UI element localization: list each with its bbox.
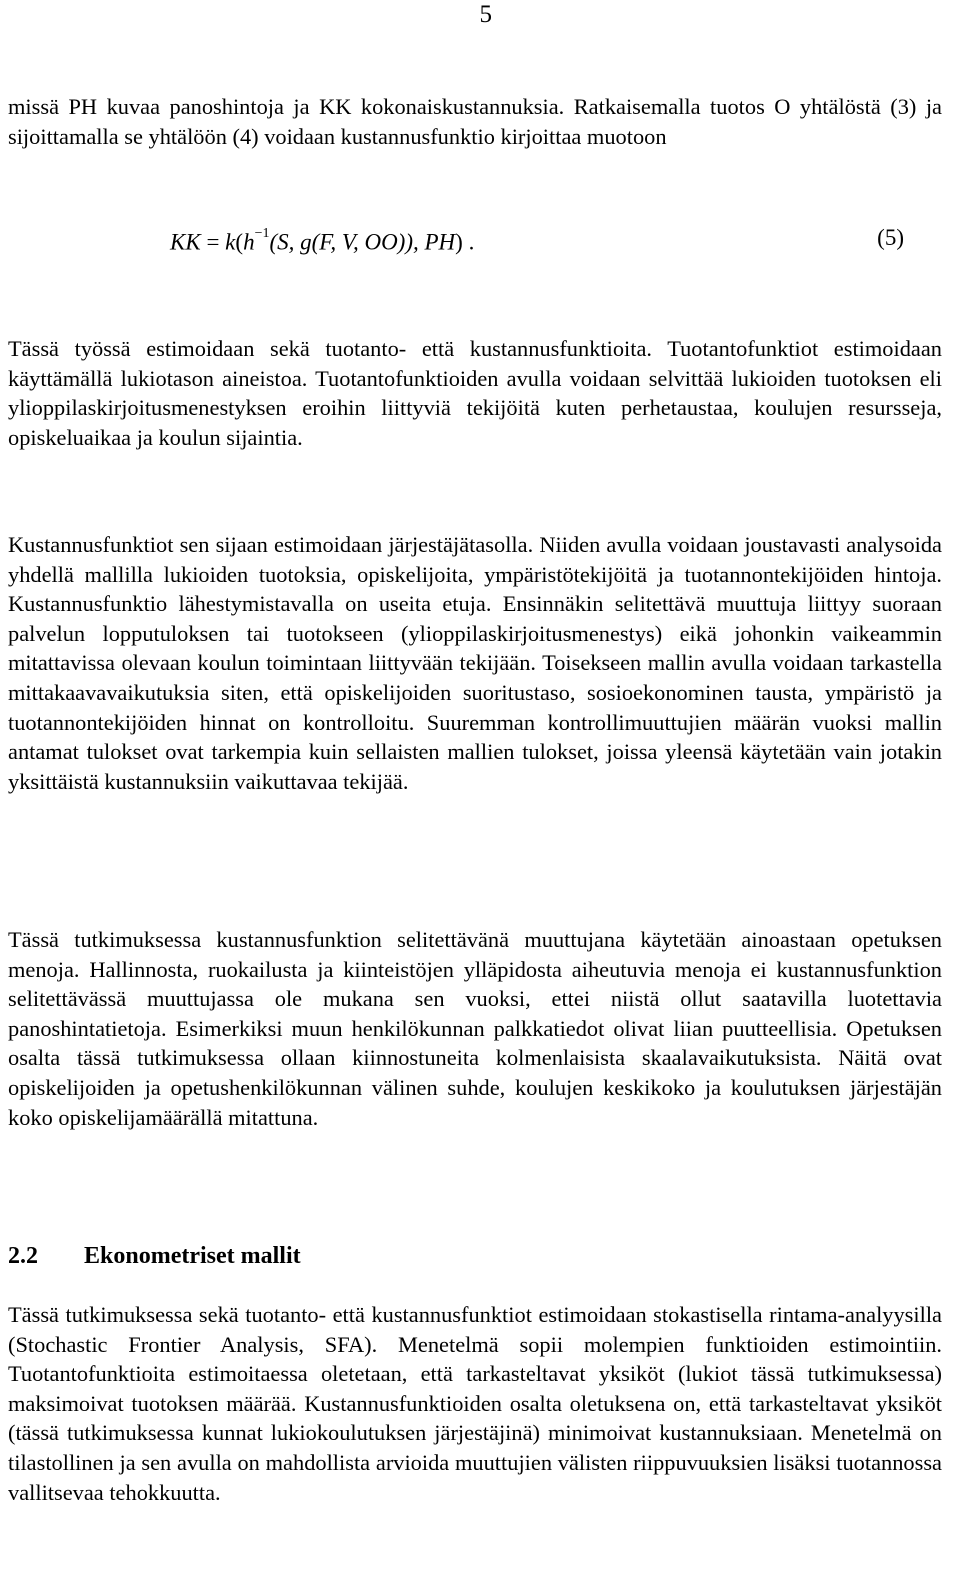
paragraph-intro: missä PH kuvaa panoshintoja ja KK kokonaiskustannuksia. Ratkaisemalla tuotos O yhtälöstä (3) ja sijoittamalla se yhtälöön (4) voidaan kustannusfunktio kirjoittaa muotoon [8,94,942,149]
equation-5 [170,216,904,260]
eq-inner: (S, g(F, V, OO)), PH [269,229,456,255]
paragraph-cost-variable: Tässä tutkimuksessa kustannusfunktion selitettävänä muuttujana käytetään ainoastaan opetuksen menoja. Hallinnosta, ruokailusta ja kiinteistöjen ylläpidosta aiheutuvia menoja ei kustannusfunktion selitettävässä muuttujassa ole mukana sen vuoksi, ettei niistä ollut saatavilla luotettavia panoshintatietoja. Esimerkiksi muun henkilökunnan palkkatiedot olivat liian puutteellisia. Opetuksen osalta tässä tutkimuksessa ollaan kiinnostuneita kolmenlaisista skaalavaikutuksista. Näitä ovat opiskelijoiden ja opetushenkilökunnan välinen suhde, koulujen keskikoko ja koulutuksen järjestäjän koko opiskelijamäärällä mitattuna. [8,927,942,1130]
eq-open: ( [235,229,244,255]
eq-equals: = [200,229,226,255]
paragraph-estimation: Tässä työssä estimoidaan sekä tuotanto- että kustannusfunktioita. Tuotantofunktiot estimoidaan käyttämällä lukiotason aineistoa. Tuotantofunktioiden avulla voidaan selvittää lukioiden tuotoksen eli ylioppilaskirjoitusmenestyksen eroihin liittyviä tekijöitä kuten perhetaustaa, koulujen resursseja, opiskeluaikaa ja koulun sijaintia. [8,336,942,450]
eq-k: k [225,229,236,255]
paragraph-cost-functions: Kustannusfunktiot sen sijaan estimoidaan järjestäjätasolla. Niiden avulla voidaan joustavasti analysoida yhdellä mallilla lukioiden tuotoksia, opiskelijoita, ympäristötekijöitä ja tuotannontekijöiden hintoja. Kustannusfunktio lähestymistavalla on useita etuja. Ensinnäkin selitettävä muuttuja liittyy suoraan palvelun lopputuloksen tai tuotokseen (ylioppilaskirjoitusmenestys) eikä johonkin vaikeammin mitattavissa olevaan koulun toimintaan liittyvään tekijään. Toisekseen mallin avulla voidaan tarkastella mittakaavavaikutuksia siten, että opiskelijoiden suoritustaso, sosioekonominen tausta, ympäristö ja tuotannontekijöiden hinnat on kontrolloitu. Suuremman kontrollimuuttujien määrän vuoksi mallin antamat tulokset ovat tarkempia kuin sellaisten mallien tulokset, joissa yleensä käytetään vain jotakin yksittäistä kustannuksiin vaikuttavaa tekijää. [8,532,942,794]
eq-lhs: KK [170,229,201,255]
equation-number: (5) [877,225,904,250]
eq-exponent: −1 [254,226,270,241]
section-title: Ekonometriset mallit [84,1243,301,1269]
page-number: 5 [479,1,492,28]
section-number: 2.2 [8,1243,38,1269]
eq-close: ) . [455,229,475,255]
eq-h: h [243,229,255,255]
paragraph-sfa: Tässä tutkimuksessa sekä tuotanto- että kustannusfunktiot estimoidaan stokastisella rintama-analyysilla (Stochastic Frontier Analysis, SFA). Menetelmä sopii molempien funktioiden estimointiin. Tuotantofunktioita estimoitaessa oletetaan, että tarkasteltavat yksiköt (lukiot tässä tutkimuksessa) maksimoivat tuotoksen määrää. Kustannusfunktioiden osalta oletuksena on, että tarkasteltavat yksiköt (tässä tutkimuksessa kunnat lukiokoulutuksen järjestäjinä) minimoivat kustannuksiaan. Menetelmä on tilastollinen ja sen avulla on mahdollista arvioida muuttujien välisten riippuvuuksien lisäksi tuotannossa vallitsevaa tehokkuutta. [8,1302,942,1505]
section-heading [8,1240,301,1272]
equation-body [170,216,474,265]
